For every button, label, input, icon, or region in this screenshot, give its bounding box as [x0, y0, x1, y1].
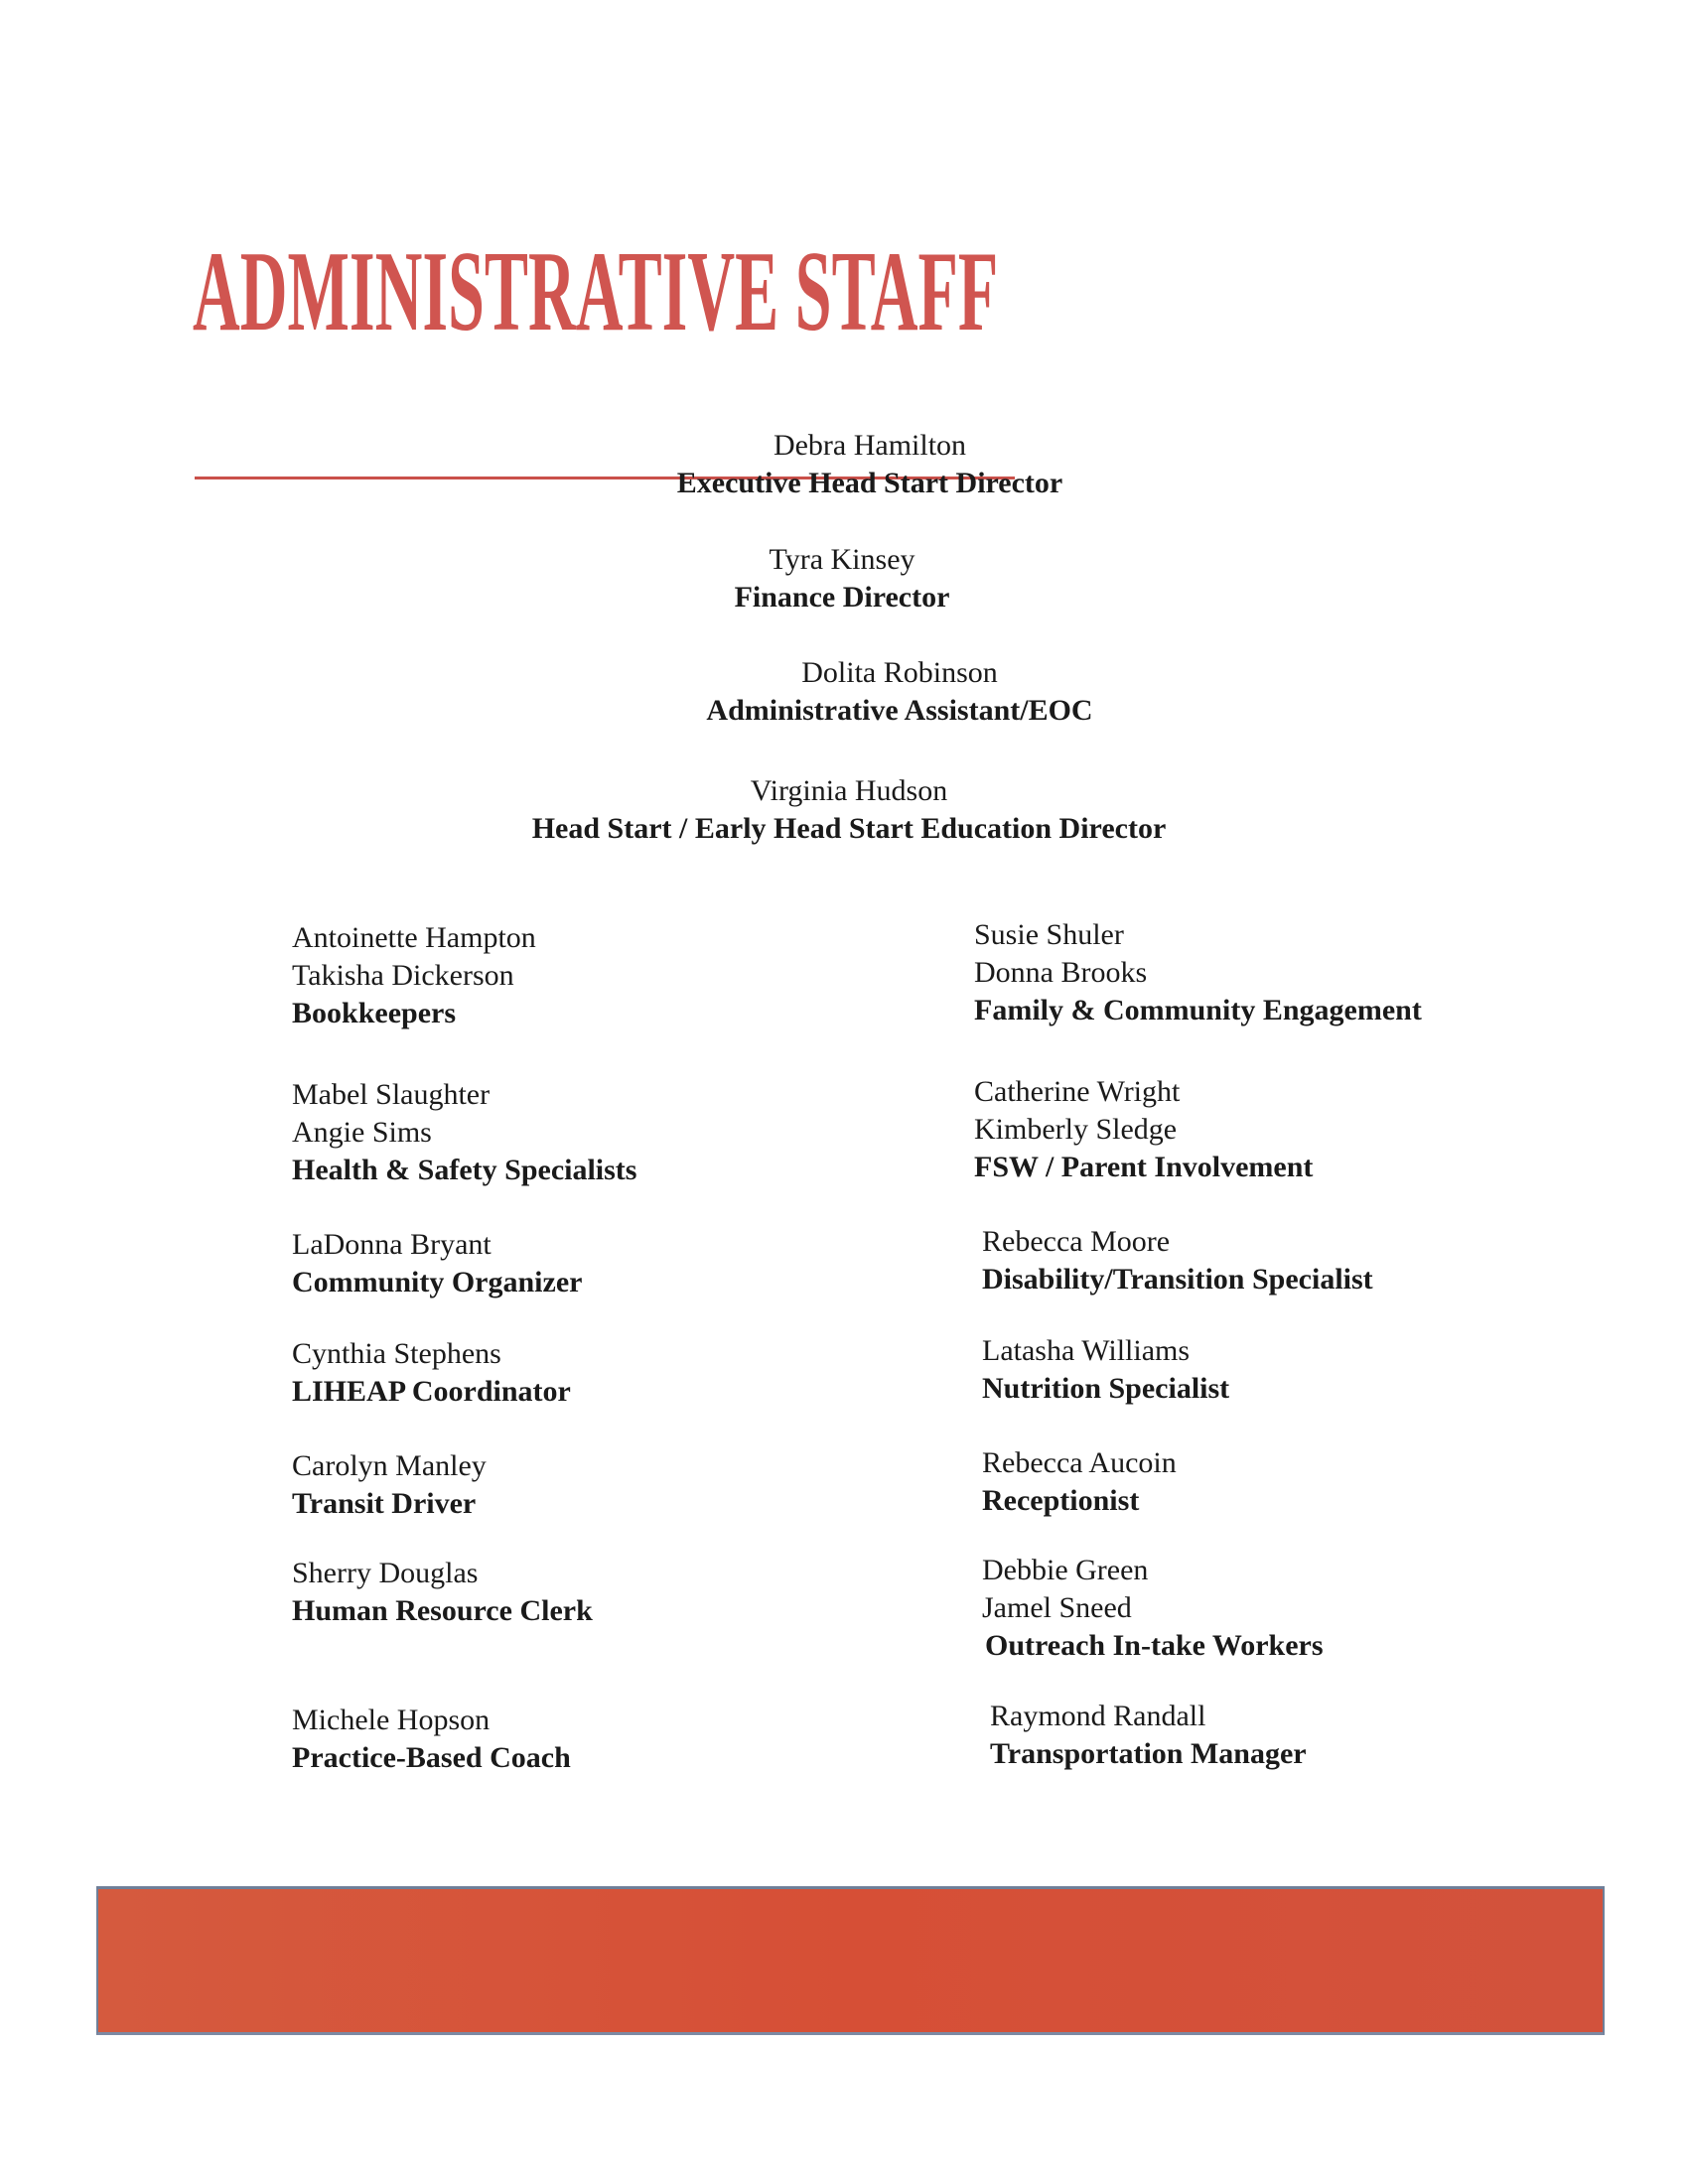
staff-entry [292, 1076, 636, 1189]
staff-entry [292, 1226, 582, 1301]
page-title: ADMINISTRATIVE STAFF [193, 228, 999, 355]
staff-name: Susie Shuler [974, 918, 1124, 951]
staff-entry [982, 1332, 1229, 1408]
staff-role: Disability/Transition Specialist [982, 1263, 1373, 1296]
staff-name: Cynthia Stephens [292, 1337, 501, 1370]
staff-role: Family & Community Engagement [974, 994, 1422, 1026]
staff-role: Transportation Manager [990, 1737, 1307, 1770]
staff-name: Rebecca Moore [982, 1225, 1171, 1258]
staff-name: Debbie Green [982, 1554, 1149, 1586]
staff-entry [292, 1447, 487, 1523]
staff-role: Executive Head Start Director [676, 467, 1063, 499]
staff-name: Rebecca Aucoin [982, 1446, 1177, 1479]
staff-role: Practice-Based Coach [292, 1741, 571, 1774]
staff-name: Donna Brooks [974, 956, 1148, 989]
staff-entry [982, 1223, 1373, 1298]
staff-entry [990, 1698, 1307, 1773]
staff-role: Community Organizer [292, 1266, 583, 1298]
staff-entry [677, 427, 1063, 502]
staff-name: Latasha Williams [982, 1334, 1191, 1367]
staff-entry [292, 919, 536, 1032]
staff-entry [974, 916, 1422, 1029]
staff-entry [982, 1552, 1324, 1665]
staff-role: Outreach In-take Workers [985, 1629, 1324, 1662]
staff-name: Angie Sims [292, 1116, 432, 1149]
staff-name: Antoinette Hampton [292, 921, 536, 954]
staff-entry [532, 772, 1167, 848]
staff-role: Bookkeepers [292, 997, 456, 1029]
staff-name: Takisha Dickerson [292, 959, 514, 992]
staff-role: Receptionist [982, 1484, 1140, 1517]
staff-name: Michele Hopson [292, 1704, 491, 1736]
staff-entry [292, 1335, 571, 1411]
staff-entry [982, 1444, 1177, 1520]
staff-name: Tyra Kinsey [769, 543, 915, 576]
staff-name: Dolita Robinson [801, 656, 998, 689]
staff-role: Human Resource Clerk [292, 1594, 593, 1627]
staff-name: Kimberly Sledge [974, 1113, 1178, 1146]
staff-entry [292, 1702, 571, 1777]
staff-name: Raymond Randall [990, 1700, 1206, 1732]
staff-name: LaDonna Bryant [292, 1228, 492, 1261]
staff-role: LIHEAP Coordinator [292, 1375, 571, 1408]
staff-entry [706, 654, 1092, 730]
staff-name: Catherine Wright [974, 1075, 1181, 1108]
staff-role: Administrative Assistant/EOC [706, 694, 1093, 727]
staff-name: Sherry Douglas [292, 1557, 479, 1589]
staff-role: FSW / Parent Involvement [974, 1151, 1314, 1183]
staff-role: Finance Director [734, 581, 950, 614]
footer-color-bar [96, 1886, 1605, 2035]
staff-name: Debra Hamilton [773, 429, 967, 462]
staff-entry [974, 1073, 1313, 1186]
staff-name: Carolyn Manley [292, 1449, 487, 1482]
staff-role: Head Start / Early Head Start Education Director [531, 812, 1167, 845]
staff-name: Mabel Slaughter [292, 1078, 491, 1111]
staff-role: Health & Safety Specialists [292, 1154, 637, 1186]
staff-role: Nutrition Specialist [982, 1372, 1230, 1405]
staff-entry [735, 541, 950, 616]
staff-entry [292, 1555, 593, 1630]
staff-role: Transit Driver [292, 1487, 477, 1520]
staff-name: Virginia Hudson [750, 774, 948, 807]
staff-name: Jamel Sneed [982, 1591, 1132, 1624]
